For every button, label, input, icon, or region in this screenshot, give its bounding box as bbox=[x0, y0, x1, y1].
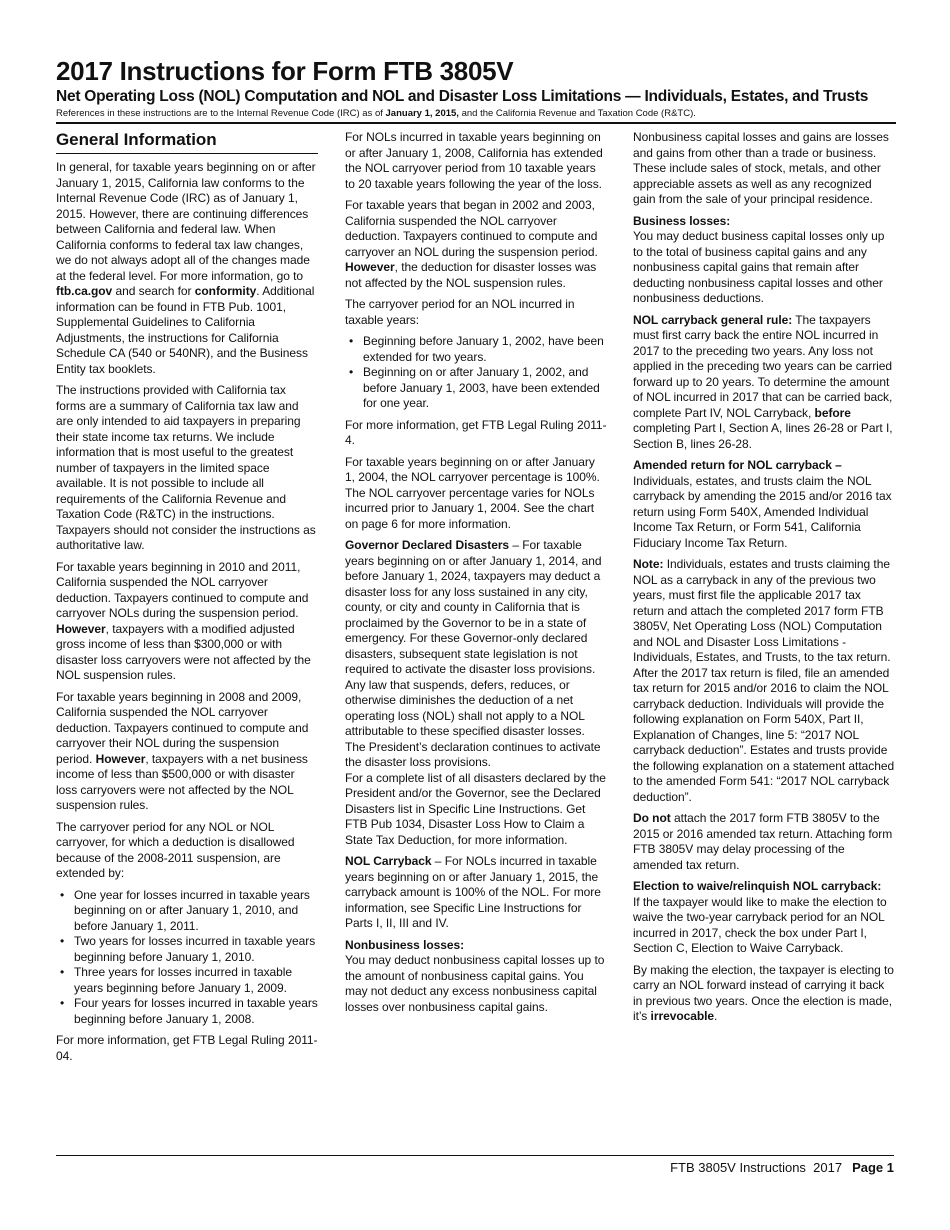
website-link[interactable]: ftb.ca.gov bbox=[56, 284, 113, 298]
paragraph: For taxable years beginning on or after January 1, 2004, the NOL carryover percentage is 100%. The NOL carryover percentage varies for NOLs incurred prior to January 1, 2004. See the chart on page 6 for more information. bbox=[345, 454, 600, 531]
subheading: Election to waive/relinquish NOL carryback: bbox=[633, 879, 882, 893]
text: Individuals, estates and trusts claiming the NOL as a carryback in any of the previous two years, must first file the applicable 2017 tax return and attach the completed 2017 form FTB 3805V, Net Operating Loss (NOL) Computation and NOL and Disaster Loss Limitations - Individuals, Estates, and Trusts, to the tax return. After the 2017 tax return is filed, file an amended tax return for 2015 and/or 2016 to claim the NOL carryback deduction. Individuals will provide the following explanation on Form 540X, Part II, Explanation of Changes, line 5: “2017 NOL carryback deduction”. Estates and trusts provide the following explanation on a statement attached to the amended Form 541: “2017 NOL carryback deduction”. bbox=[633, 557, 895, 804]
emphasis: However bbox=[345, 260, 395, 274]
run-in-heading: Note: bbox=[633, 557, 664, 571]
text: , the deduction for disaster losses was not affected by the NOL suspension rules. bbox=[345, 260, 597, 290]
text: – For NOLs incurred in taxable years beginning on or after January 1, 2015, the carryback amount is 100% of the NOL. For more information, see Specific Line Instructions for Parts I, II, III and IV. bbox=[345, 854, 601, 930]
emphasis: before bbox=[814, 405, 851, 420]
emphasis: irrevocable bbox=[650, 1009, 715, 1023]
paragraph bbox=[345, 198, 607, 291]
run-in-heading: Do not bbox=[633, 811, 671, 825]
page-title: 2017 Instructions for Form FTB 3805V bbox=[56, 56, 514, 86]
list-item: • Two years for losses incurred in taxable years beginning before January 1, 2010. bbox=[56, 934, 318, 965]
paragraph: For more information, get FTB Legal Ruling 2011-4. bbox=[345, 417, 607, 447]
keyword: conformity bbox=[194, 284, 257, 298]
run-in-heading: NOL carryback general rule: bbox=[633, 312, 793, 327]
run-in-heading: Governor Declared Disasters bbox=[345, 538, 510, 552]
run-in-heading: NOL Carryback bbox=[345, 854, 432, 868]
text: For taxable years beginning in 2008 and 2009, California suspended the NOL carryover deduction. Taxpayers continued to compute and carryover their NOL during the suspension period. bbox=[56, 689, 309, 766]
paragraph bbox=[56, 690, 318, 814]
form-label: FTB 3805V Instructions 2017 bbox=[670, 1160, 843, 1175]
list-item: • One year for losses incurred in taxable years beginning on or after January 1, 2010, and before January 1, 2011. bbox=[56, 888, 318, 935]
refs-text: References in these instructions are to the Internal Revenue Code (IRC) as of bbox=[56, 108, 386, 119]
text: By making the election, the taxpayer is electing to carry an NOL forward instead of carrying it back in previous two years. Once the election is made, it’s bbox=[633, 962, 894, 1023]
section-title: General Information bbox=[56, 130, 318, 154]
column-3 bbox=[633, 130, 895, 1031]
text: , taxpayers with a modified adjusted gross income of less than $300,000 or with disaster loss carryovers were not affected by the NOL suspension rules. bbox=[56, 621, 311, 682]
paragraph bbox=[633, 557, 895, 805]
text: and search for bbox=[112, 284, 195, 298]
paragraph bbox=[633, 963, 895, 1025]
paragraph: For NOLs incurred in taxable years beginning on or after January 1, 2008, California has extended the NOL carryover period from 10 taxable years to 20 taxable years following the year of the loss. bbox=[345, 130, 603, 191]
text: For taxable years beginning in 2010 and 2011, California suspended the NOL carryover deduction. Taxpayers continued to compute and carryover NOLs during the suspension period. bbox=[56, 559, 309, 620]
footer-text bbox=[670, 1160, 894, 1175]
paragraph: The carryover period for an NOL incurred in taxable years: bbox=[345, 297, 575, 327]
paragraph: Nonbusiness capital losses and gains are losses and gains from other than a trade or business. These include sales of stock, metals, and other appreciable assets as well as any recognized gain from the sale of your principal residence. bbox=[633, 130, 889, 206]
refs-date: January 1, 2015, bbox=[385, 108, 459, 119]
paragraph bbox=[633, 313, 895, 453]
paragraph: For a complete list of all disasters declared by the President and/or the Governor, see the Declared Disasters list in Specific Line Instructions. Get FTB Pub 1034, Disaster Loss How to Claim a State Tax Deduction, for more information. bbox=[345, 770, 606, 847]
body-columns bbox=[56, 124, 896, 1104]
bullet-list bbox=[345, 334, 607, 412]
paragraph bbox=[633, 811, 895, 873]
text: completing Part I, Section A, lines 26-28 or Part I, Section B, lines 26-28. bbox=[633, 421, 893, 451]
document-page bbox=[56, 56, 896, 1104]
bullet-list bbox=[56, 888, 318, 1028]
text: – For taxable years beginning on or after January 1, 2014, and before January 1, 2024, taxpayers may deduct a disaster loss for any loss sustained in any city, county, or city and county in California that is proclaimed by the Governor to be in a state of emergency. For these Governor-only declared disasters, subsequent state legislation is not required to activate the disaster loss provisions. Any law that suspends, defers, reduces, or otherwise diminishes the deduction of a net operating loss (NOL) shall not apply to a NOL attributable to these specified disaster losses. The President’s declaration continues to activate the disaster loss provisions. bbox=[345, 538, 602, 769]
text: . Additional information can be found in FTB Pub. 1001, Supplemental Guidelines to California Adjustments, the instructions for California Schedule CA (540 or 540NR), and the Business Entity tax booklets. bbox=[56, 284, 315, 376]
paragraph bbox=[633, 458, 895, 551]
list-item: • Four years for losses incurred in taxable years beginning before January 1, 2008. bbox=[56, 996, 318, 1027]
column-2 bbox=[345, 130, 607, 1021]
paragraph bbox=[633, 879, 895, 957]
references-note bbox=[56, 108, 896, 120]
paragraph bbox=[345, 938, 607, 1016]
paragraph bbox=[56, 560, 318, 684]
list-item: • Beginning on or after January 1, 2002, and before January 1, 2003, have been extended for one year. bbox=[345, 365, 607, 412]
subheading: Amended return for NOL carryback – bbox=[633, 458, 842, 472]
text: For taxable years that began in 2002 and 2003, California suspended the NOL carryover deduction. Taxpayers continued to compute and carryover an NOL during the suspension period. bbox=[345, 198, 598, 259]
text: attach the 2017 form FTB 3805V to the 2015 or 2016 amended tax return. Attaching form FTB 3805V may delay processing of the amended tax return. bbox=[633, 811, 893, 872]
paragraph bbox=[633, 214, 895, 307]
page-number: Page 1 bbox=[852, 1160, 894, 1175]
page-subtitle: Net Operating Loss (NOL) Computation and NOL and Disaster Loss Limitations — Individuals, Estates, and Trusts bbox=[56, 88, 869, 105]
paragraph: The instructions provided with California tax forms are a summary of California tax law and are only intended to aid taxpayers in preparing their state income tax returns. We include information that is most useful to the greatest number of taxpayers in the limited space available. It is not possible to include all requirements of the California Revenue and Taxation Code (R&TC) in the instructions. Taxpayers should not consider the instructions as authoritative law. bbox=[56, 383, 316, 552]
paragraph bbox=[56, 160, 318, 377]
text: Individuals, estates, and trusts claim the NOL carryback by amending the 2015 and/or 2016 tax return using Form 540X, Amended Individual Income Tax Return, or Form 541, California Fiduciary Income Tax Return. bbox=[633, 473, 892, 550]
subheading: Business losses: bbox=[633, 213, 731, 228]
refs-text-end: and the California Revenue and Taxation Code (R&TC). bbox=[458, 108, 696, 119]
text: If the taxpayer would like to make the election to waive the two-year carryback period for an NOL incurred in 2017, check the box under Part I, Section C, Election to Waive Carryback. bbox=[633, 894, 887, 955]
text: The taxpayers must first carry back the entire NOL incurred in 2017 to the preceding two years. Any loss not applied in the preceding two years can be carried forward up to 20 years. To determine the amount of NOL incurred in 2017 that can be carried back, complete Part IV, NOL Carryback, bbox=[633, 312, 893, 420]
paragraph bbox=[345, 854, 607, 932]
paragraph: The carryover period for any NOL or NOL carryover, for which a deduction is disallowed because of the 2008-2011 suspension, are extended by: bbox=[56, 819, 295, 880]
text: In general, for taxable years beginning on or after January 1, 2015, California law conforms to the Internal Revenue Code (IRC) as of January 1, 2015. However, there are continuing differences between California and federal law. When California conforms to federal tax law changes, we do not always adopt all of the changes made at the federal level. For more information, go to bbox=[56, 160, 316, 283]
text: . bbox=[714, 1009, 718, 1023]
page-footer bbox=[56, 1155, 894, 1175]
list-item: • Beginning before January 1, 2002, have been extended for two years. bbox=[345, 334, 607, 365]
emphasis: However bbox=[95, 751, 146, 766]
text: You may deduct nonbusiness capital losses up to the amount of nonbusiness capital gains. You may not deduct any excess nonbusiness capital losses over nonbusiness capital gains. bbox=[345, 953, 605, 1014]
column-1 bbox=[56, 130, 318, 1070]
paragraph bbox=[345, 538, 607, 771]
emphasis: However bbox=[56, 621, 106, 636]
list-item: • Three years for losses incurred in taxable years beginning before January 1, 2009. bbox=[56, 965, 318, 996]
paragraph: For more information, get FTB Legal Ruling 2011-04. bbox=[56, 1033, 318, 1063]
text: You may deduct business capital losses only up to the total of business capital gains and any nonbusiness capital gains that remain after deducting nonbusiness capital losses and other nonbusiness deductions. bbox=[633, 229, 885, 305]
subheading: Nonbusiness losses: bbox=[345, 937, 465, 952]
text: , taxpayers with a net business income of less than $500,000 or with disaster loss carryovers were not affected by the NOL suspension rules. bbox=[56, 751, 308, 812]
